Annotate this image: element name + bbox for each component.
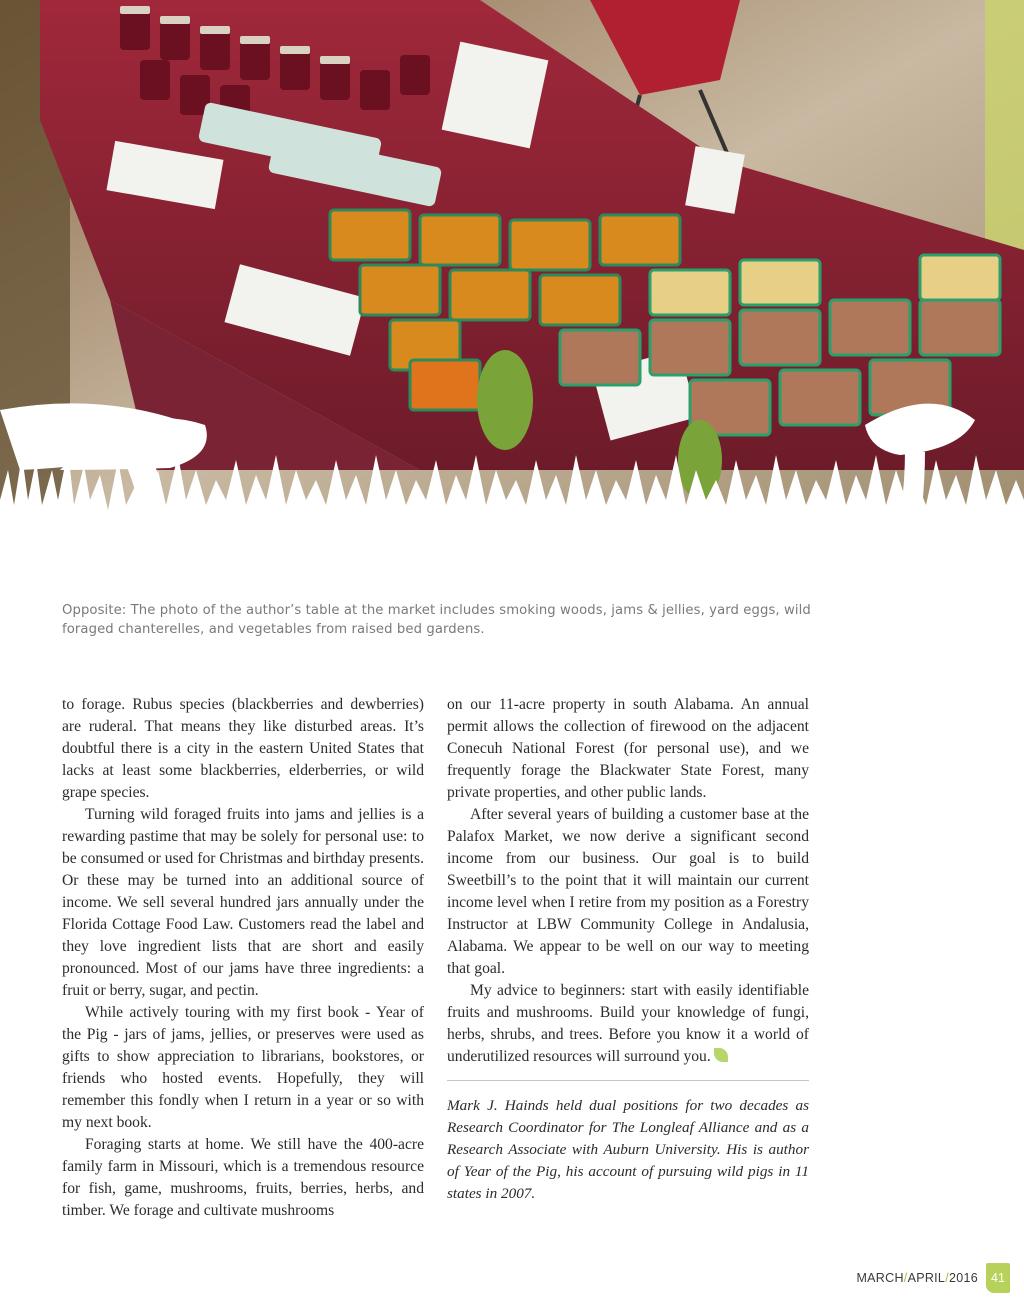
divider [447, 1080, 809, 1081]
paragraph-text: My advice to beginners: start with easily identifiable fruits and mushrooms. Build your knowledge of fungi, herbs, shrubs, and trees. Before you know it a world of underutilized resources will surround you. [447, 982, 809, 1065]
author-bio: Mark J. Hainds held dual positions for two decades as Research Coordinator for The Longleaf Alliance and as a Research Associate with Auburn University. His is author of Year of the Pig, his account of pursuing wild pigs in 11 states in 2007. [447, 1097, 809, 1202]
page-number: 41 [986, 1263, 1010, 1293]
paragraph-final [447, 980, 809, 1068]
article-column-left [62, 694, 424, 1222]
paragraph: Foraging starts at home. We still have the 400-acre family farm in Missouri, which is a tremendous resource for fish, game, mushrooms, fruits, berries, herbs, and timber. We forage and cultivate mushrooms [62, 1136, 424, 1219]
page-footer [856, 1263, 1010, 1293]
market-table-photo [0, 0, 1024, 560]
paragraph: After several years of building a customer base at the Palafox Market, we now derive a significant second income from our business. Our goal is to build Sweetbill’s to the point that it will maintain our current income level when I retire from my position as a Forestry Instructor at LBW Community College in Andalusia, Alabama. We appear to be well on our way to meeting that goal. [447, 806, 809, 977]
paragraph: While actively touring with my first book - Year of the Pig - jars of jams, jellies, or preserves were used as gifts to show appreciation to librarians, bookstores, or friends who hosted events. Hopefully, they will remember this fondly when I return in a year or so with my next book. [62, 1004, 424, 1131]
photo-caption: Opposite: The photo of the author’s table at the market includes smoking woods, jams & jellies, yard eggs, wild foraged chanterelles, and vegetables from raised bed gardens. [62, 603, 811, 637]
photo-illustration [0, 0, 1024, 560]
leaf-icon [714, 1048, 728, 1062]
paragraph: on our 11-acre property in south Alabama. An annual permit allows the collection of firewood on the adjacent Conecuh National Forest (for personal use), and we frequently forage the Blackwater State Forest, many private properties, and other public lands. [447, 696, 809, 801]
paragraph: Turning wild foraged fruits into jams and jellies is a rewarding pastime that may be solely for personal use: to be consumed or used for Christmas and birthday presents. Or these may be turned into an additional source of income. We sell several hundred jars annually under the Florida Cottage Food Law. Customers read the label and they love ingredient lists that are short and easily pronounced. Most of our jams have three ingredients: a fruit or berry, sugar, and pectin. [62, 806, 424, 999]
paragraph: to forage. Rubus species (blackberries and dewberries) are ruderal. That means they like disturbed areas. It’s doubtful there is a city in the eastern United States that lacks at least some blackberries, elderberries, or wild grape species. [62, 696, 424, 801]
issue-date: MARCH/APRIL/2016 [856, 1271, 978, 1285]
article-column-right [447, 694, 809, 1205]
